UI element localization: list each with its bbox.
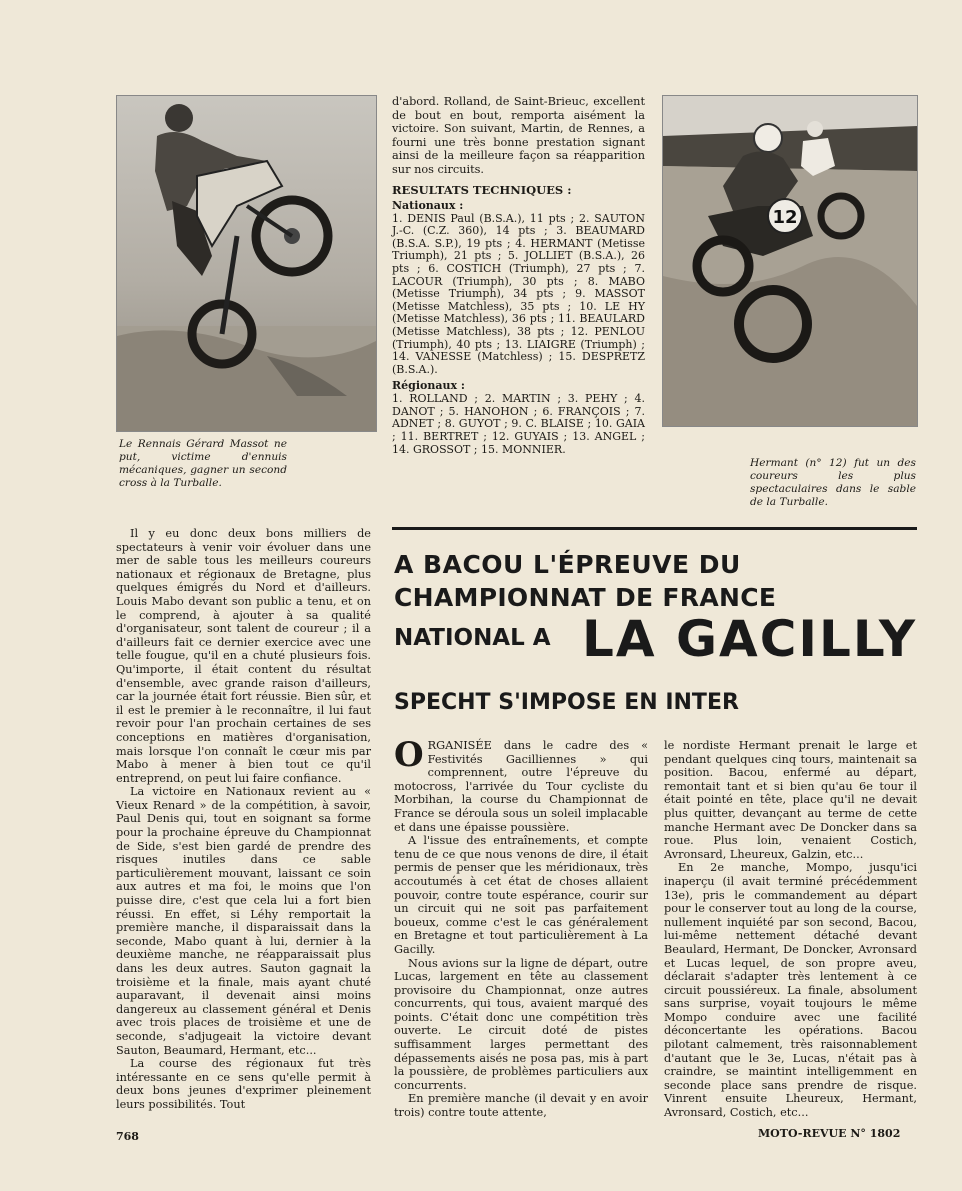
headline-gacilly: LA GACILLY <box>582 610 918 668</box>
left-article-column <box>116 527 371 1112</box>
left-paragraph-1: Il y eu donc deux bons milliers de spectateurs à venir voir évoluer dans une mer de sable tous les meilleurs coureurs nationaux et régionaux de Bretagne, plus quelques émigrés du Nord et d'ailleurs. Louis Mabo devant son public a tenu, et on le comprend, à ajouter à sa qualité d'organisateur, sont talent de coureur ; il a d'ailleurs fait ce dernier exercice avec une telle fougue, qu'il en a chuté plusieurs fois. Qu'importe, il était content du résultat d'ensemble, avec grande raison d'ailleurs, car la journée était fort réussie. Bien sûr, et il est le premier à le reconnaître, il lui faut revoir pour l'an prochain certaines de ses conceptions en matières d'organisation, mais lorsque l'on connaît le cœur mis par Mabo à mener à bien tout ce qu'il entreprend, on peut lui faire confiance. <box>116 527 371 785</box>
headline-line-3-small: NATIONAL A <box>394 625 551 651</box>
magazine-footer: MOTO-REVUE N° 1802 <box>758 1127 901 1140</box>
results-title: RESULTATS TECHNIQUES : <box>392 182 572 197</box>
left-paragraph-3: La course des régionaux fut très intéressante en ce sens qu'elle permit à deux bons jeunes d'exprimer pleinement leurs possibilités. Tout <box>116 1057 371 1111</box>
photo-right-caption: Hermant (n° 12) fut un des coureurs les plus spectaculaires dans le sable de la Turballe. <box>750 457 916 508</box>
right-paragraph-1: le nordiste Hermant prenait le large et pendant quelques cinq tours, maintenait sa position. Bacou, enfermé au départ, remontait tant et si bien qu'au 6e tour il était pointé en tête, place qu'il ne devait plus quitter, devançant au terme de cette manche Hermant avec De Doncker dans sa roue. Plus loin, venaient Costich, Avronsard, Lheureux, Galzin, etc... <box>664 739 917 861</box>
middle-paragraph-4: En première manche (il devait y en avoir trois) contre toute attente, <box>394 1092 648 1120</box>
regionaux-label: Régionaux : <box>392 379 465 393</box>
headline-rule <box>392 527 917 530</box>
results-column <box>392 95 645 456</box>
headline-line-2: CHAMPIONNAT DE FRANCE <box>394 583 777 612</box>
right-paragraph-2: En 2e manche, Mompo, jusqu'ici inaperçu (il avait terminé précédemment 13e), pris le commandement au départ pour le conserver tout au long de la course, nullement inquiété par son second, Bacou, lui-même nettement détaché devant Beaulard, Hermant, De Doncker, Avronsard et Lucas lequel, de son propre aveu, déclarait s'adapter très lentement à ce circuit poussiéreux. La finale, absolument sans surprise, voyait toujours le même Mompo conduire avec une facilité déconcertante les opérations. Bacou pilotant calmement, très raisonnablement d'autant que le 3e, Lucas, n'était pas à craindre, se maintint intelligemment en seconde place sans prendre de risque. Vinrent ensuite Lheureux, Hermant, Avronsard, Costich, etc... <box>664 861 917 1120</box>
right-article-column <box>664 739 917 1120</box>
photo-right <box>662 95 918 427</box>
subheadline: SPECHT S'IMPOSE EN INTER <box>394 690 739 715</box>
photo-left-caption: Le Rennais Gérard Massot ne put, victime d'ennuis mécaniques, gagner un second cross à la Turballe. <box>119 438 287 489</box>
nationaux-results: 1. DENIS Paul (B.S.A.), 11 pts ; 2. SAUTON J.-C. (C.Z. 360), 14 pts ; 3. BEAUMARD (B.S.A. S.P.), 19 pts ; 4. HERMANT (Metisse Triumph), 21 pts ; 5. JOLLIET (B.S.A.), 26 pts ; 6. COSTICH (Triumph), 27 pts ; 7. LACOUR (Triumph), 30 pts ; 8. MABO (Metisse Triumph), 34 pts ; 9. MASSOT (Metisse Matchless), 35 pts ; 10. LE HY (Metisse Matchless), 36 pts ; 11. BEAULARD (Metisse Matchless), 38 pts ; 12. PENLOU (Triumph), 40 pts ; 13. LIAIGRE (Triumph) ; 14. VANESSE (Matchless) ; 15. DESPRETZ (B.S.A.). <box>392 211 645 376</box>
results-intro: d'abord. Rolland, de Saint-Brieuc, excellent de bout en bout, remporta aisément la victoire. Son suivant, Martin, de Rennes, a fourni une très bonne prestation signant ainsi de la meilleure façon sa réapparition sur nos circuits. <box>392 95 645 176</box>
left-paragraph-2: La victoire en Nationaux revient au « Vieux Renard » de la compétition, à savoir, Paul Denis qui, tout en soignant sa forme pour la prochaine épreuve du Championnat de Side, s'est bien gardé de prendre des risques inutiles dans ce sable particulièrement mouvant, laissant ce soin aux autres et ma foi, le moins que l'on puisse dire, c'est que cela lui a fort bien réussi. En effet, si Léhy remportait la première manche, il disparaissait dans la seconde, Mabo quant à lui, dernier à la deuxième manche, ne réapparaissait plus dans les deux autres. Sauton gagnait la troisième et la finale, mais ayant chuté auparavant, il devenait ainsi moins dangereux au classement général et Denis avec trois places de troisième et une de seconde, s'adjugeait la victoire devant Sauton, Beaumard, Hermant, etc... <box>116 785 371 1057</box>
nationaux-label: Nationaux : <box>392 198 464 212</box>
page-number: 768 <box>116 1130 139 1143</box>
headline-line-1: A BACOU L'ÉPREUVE DU <box>394 550 741 579</box>
middle-first-text: RGANISÉE dans le cadre des « Festivités Gacilliennes » qui comprennent, outre l'épreuve du motocross, l'arrivée du Tour cycliste du Morbihan, la course du Championnat de France se déroula sous un soleil implacable et dans une épaisse poussière. <box>394 739 648 834</box>
rider-sand-illustration <box>663 96 917 426</box>
middle-paragraph-3: Nous avions sur la ligne de départ, outre Lucas, largement en tête au classement provisoire du Championnat, onze autres concurrents, qui tous, avaient marqué des points. C'était donc une compétition très ouverte. Le circuit doté de pistes suffisamment larges permettant des dépassements aisés ne posa pas, mis à part la poussière, de problèmes particuliers aux concurrents. <box>394 956 648 1092</box>
race-number: 12 <box>772 207 798 228</box>
middle-paragraph-2: A l'issue des entraînements, et compte tenu de ce que nous venons de dire, il était permis de penser que les méridionaux, très accoutumés à cet état de choses allaient pouvoir, contre toute espérance, courir sur un circuit qui ne soit pas parfaitement boueux, comme c'est le cas généralement en Bretagne et tout particulièrement à La Gacilly. <box>394 834 648 956</box>
regionaux-results: 1. ROLLAND ; 2. MARTIN ; 3. PEHY ; 4. DANOT ; 5. HANOHON ; 6. FRANÇOIS ; 7. ADNET ; 8. GUYOT ; 9. C. BLAISE ; 10. GAIA ; 11. BERTRET ; 12. GUYAIS ; 13. ANGEL ; 14. GROSSOT ; 15. MONNIER. <box>392 392 645 456</box>
middle-article-column <box>394 735 648 1120</box>
middle-paragraph-first <box>394 735 648 834</box>
photo-left <box>116 95 377 432</box>
rider-jump-illustration <box>117 96 376 431</box>
drop-cap: O <box>394 735 424 775</box>
